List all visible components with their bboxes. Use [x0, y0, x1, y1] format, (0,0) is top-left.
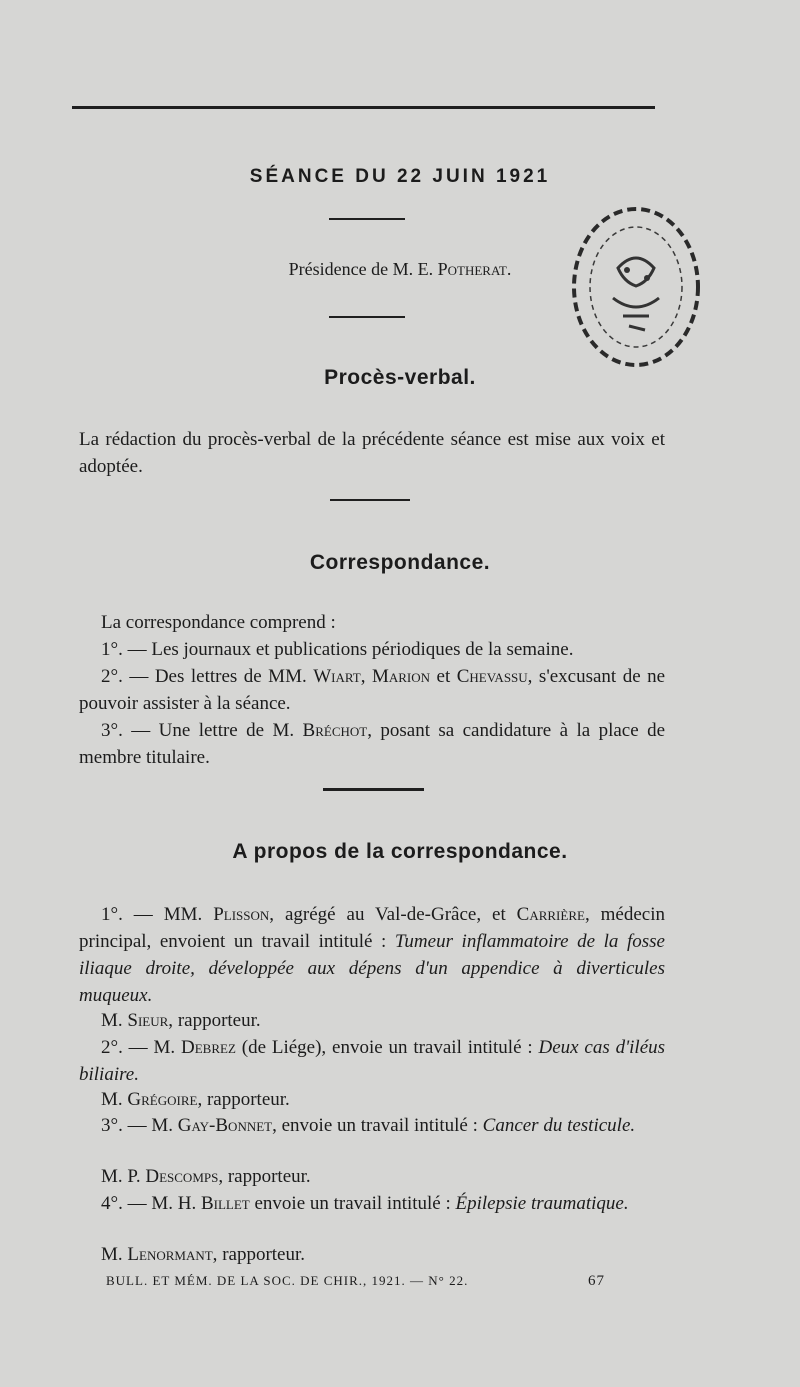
top-rule — [72, 106, 655, 109]
ap-item3-title: Cancer du testicule. — [482, 1115, 636, 1136]
rapporteur-1 — [101, 1007, 665, 1034]
name-lenormant: Lenormant, — [127, 1244, 218, 1265]
presidence-prefix: Présidence de M. E. — [288, 259, 434, 279]
ap-item4-prefix: 4°. — M. H. — [101, 1193, 197, 1214]
rapporteur-3 — [101, 1163, 665, 1190]
correspondance-item-2: 2°. — Des lettres de MM. Wiart, Marion et Chevassu, s'excusant de ne pouvoir assister à la séance. — [79, 666, 666, 714]
name-chevassu: Chevassu — [456, 666, 528, 687]
rapporteur-suffix: rapporteur. — [206, 1089, 290, 1110]
rapporteur-suffix: rapporteur. — [222, 1244, 306, 1265]
a-propos-item-2 — [79, 1034, 665, 1088]
name-plisson: Plisson, — [213, 904, 275, 925]
a-propos-heading: A propos de la correspondance. — [232, 840, 568, 863]
rapporteur-2 — [101, 1086, 665, 1113]
ap-item1-prefix: 1°. — MM. — [101, 904, 203, 925]
correspondance-intro: La correspondance comprend : — [101, 612, 336, 633]
ap-item1-suffix: médecin principal, envoient un travail intitulé : — [79, 904, 665, 952]
rapporteur-prefix: M. — [101, 1166, 123, 1187]
ap-item1-title: Tumeur inflammatoire de la fosse iliaque droite, développée aux dépens d'un appendice à diverticules muqueux. — [79, 931, 665, 1006]
name-brechot: Bréchot, — [302, 720, 372, 741]
name-marion: Marion — [371, 666, 431, 687]
ap-item2-suffix: (de Liége), envoie un travail intitulé : — [241, 1037, 533, 1058]
proces-verbal-text: La rédaction du procès-verbal de la précédente séance est mise aux voix et adoptée. — [79, 429, 665, 477]
divider-4 — [323, 788, 424, 791]
seance-title: SÉANCE DU 22 JUIN 1921 — [249, 166, 551, 187]
a-propos-item-1 — [79, 901, 665, 1009]
divider-2 — [329, 316, 405, 318]
rapporteur-suffix: rapporteur. — [177, 1010, 261, 1031]
name-descomps: P. Descomps, — [127, 1166, 224, 1187]
name-gay-bonnet: Gay-Bonnet, — [177, 1115, 277, 1136]
proces-verbal-heading: Procès-verbal. — [324, 366, 476, 389]
ap-item2-title: Deux cas d'iléus biliaire. — [79, 1037, 666, 1085]
name-carriere: Carrière, — [516, 904, 590, 925]
page-number: 67 — [588, 1273, 605, 1289]
divider-3 — [330, 499, 410, 501]
item3-prefix: 3°. — Une lettre de M. — [101, 720, 295, 741]
a-propos-item-3 — [79, 1112, 665, 1139]
a-propos-item-4 — [79, 1190, 665, 1217]
ap-item2-prefix: 2°. — M. — [101, 1037, 176, 1058]
rapporteur-4 — [101, 1241, 665, 1268]
correspondance-heading: Correspondance. — [309, 551, 491, 574]
rapporteur-prefix: M. — [101, 1089, 123, 1110]
ap-item4-suffix: envoie un travail intitulé : — [254, 1193, 451, 1214]
name-gregoire: Grégoire, — [127, 1089, 203, 1110]
library-stamp-icon — [563, 198, 709, 376]
divider-1 — [329, 218, 405, 220]
ap-item1-mid: agrégé au Val-de-Grâce, et — [284, 904, 506, 925]
president-name: Potherat. — [437, 259, 512, 279]
name-wiart: Wiart — [313, 666, 361, 687]
correspondance-item-1: 1°. — Les journaux et publications périodiques de la semaine. — [101, 639, 574, 660]
footer-citation: BULL. ET MÉM. DE LA SOC. DE CHIR., 1921. — N° 22. — [106, 1273, 469, 1288]
rapporteur-prefix: M. — [101, 1244, 123, 1265]
rapporteur-suffix: rapporteur. — [227, 1166, 311, 1187]
ap-item4-title: Épilepsie traumatique. — [455, 1193, 629, 1214]
name-billet: Billet — [200, 1193, 250, 1214]
name-sieur: Sieur, — [127, 1010, 174, 1031]
name-debrez: Debrez — [181, 1037, 236, 1058]
ap-item3-suffix: envoie un travail intitulé : — [281, 1115, 478, 1136]
item2-suffix: s'excusant de ne pouvoir assister à la séance. — [79, 666, 666, 714]
item3-suffix: posant sa candidature à la place de membre titulaire. — [79, 720, 665, 768]
rapporteur-prefix: M. — [101, 1010, 123, 1031]
correspondance-item-3 — [79, 717, 665, 771]
ap-item3-prefix: 3°. — M. — [101, 1115, 173, 1136]
item2-prefix: 2°. — Des lettres de MM. — [101, 666, 307, 687]
